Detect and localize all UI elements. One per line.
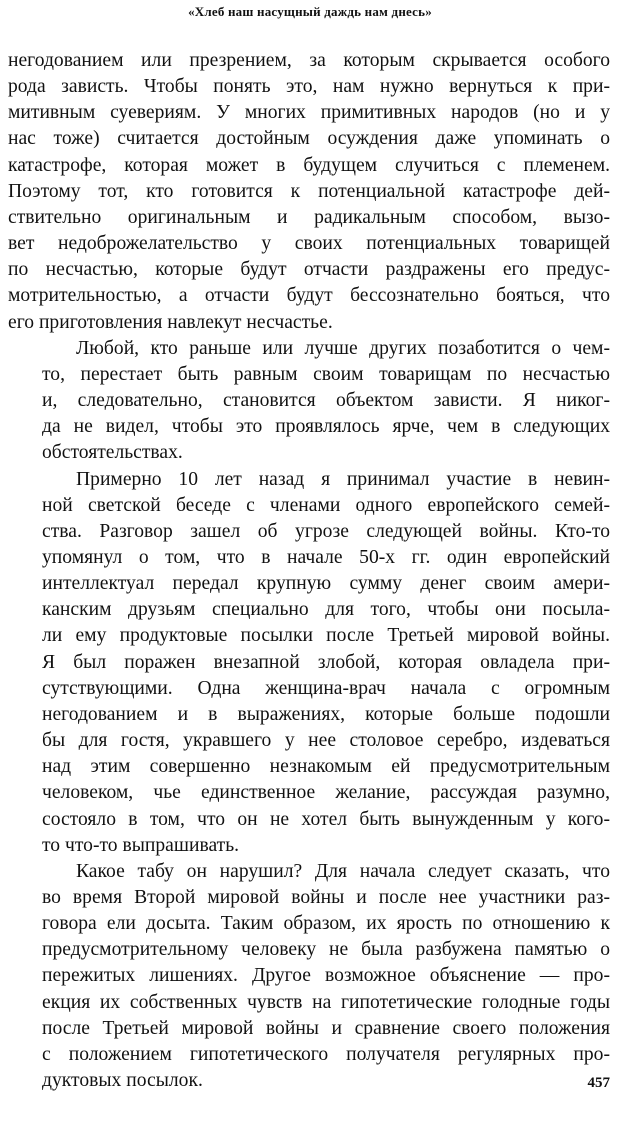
- paragraph: [8, 859, 610, 1094]
- text-line: пережитых лишениях. Другое возможное объяснение — про-: [42, 965, 610, 987]
- text-line: упомянул о том, что в начале 50-х гг. один европейский: [42, 546, 610, 568]
- text-line: нас тоже) считается достойным осуждения даже упоминать о: [8, 128, 610, 150]
- text-line: после Третьей мировой войны и сравнение своего положения: [42, 1017, 610, 1039]
- text-line: катастрофе, которая может в будущем случиться с племенем.: [8, 154, 610, 176]
- text-line: Поэтому тот, кто готовится к потенциальной катастрофе дей-: [8, 180, 610, 202]
- text-line: человеком, чье единственное желание, рассуждая разумно,: [42, 782, 610, 804]
- text-line: говора ели досыта. Таким образом, их ярость по отношению к: [42, 913, 610, 935]
- text-line: канским друзьям специально для того, чтобы они посыла-: [42, 599, 610, 621]
- text-line: дуктовых посылок.: [42, 1070, 203, 1092]
- paragraph: [8, 48, 610, 336]
- text-line: негодованием или презрением, за которым скрывается особого: [8, 50, 610, 71]
- text-line: вет недоброжелательство у своих потенциальных товарищей: [8, 233, 610, 255]
- text-line: и, следовательно, становится объектом зависти. Я никог-: [42, 390, 610, 412]
- running-head: «Хлеб наш насущный даждь нам днесь»: [188, 4, 432, 19]
- text-line: Какое табу он нарушил? Для начала следует сказать, что: [76, 860, 610, 882]
- text-line: Примерно 10 лет назад я принимал участие в невин-: [76, 468, 610, 490]
- text-line: предусмотрительному человеку не была разбужена памятью о: [42, 939, 610, 961]
- text-line: над этим совершенно незнакомым ей предусмотрительным: [42, 756, 610, 778]
- text-line: с положением гипотетического получателя регулярных про-: [42, 1043, 610, 1065]
- text-line: бы для гостя, укравшего у нее столовое серебро, издеваться: [42, 730, 610, 752]
- page-number: 457: [587, 1075, 610, 1091]
- text-line: то, перестает быть равным своим товарищам по несчастью: [42, 363, 610, 385]
- text-line: сутствующими. Одна женщина-врач начала с огромным: [42, 677, 610, 699]
- text-line: состояло в том, что он не хотел быть вынужденным у кого-: [42, 808, 610, 830]
- text-line: ства. Разговор зашел об угрозе следующей войны. Кто-то: [42, 520, 610, 542]
- text-line: да не видел, чтобы это проявлялось ярче, чем в следующих: [42, 416, 610, 438]
- text-line: негодованием и в выражениях, которые больше подошли: [42, 703, 610, 725]
- text-line: обстоятельствах.: [42, 442, 183, 464]
- text-line: екция их собственных чувств на гипотетические голодные годы: [42, 991, 610, 1013]
- text-line: во время Второй мировой войны и после нее участники раз-: [42, 887, 610, 908]
- paragraph: [8, 467, 610, 859]
- text-line: ствительно оригинальным и радикальным способом, вызо-: [8, 206, 610, 228]
- text-line: митивным суевериям. У многих примитивных народов (но и у: [8, 102, 610, 124]
- text-line: его приготовления навлекут несчастье.: [8, 311, 333, 333]
- text-line: ной светской беседе с членами одного европейского семей-: [42, 494, 610, 516]
- text-line: рода зависть. Чтобы понять это, нам нужно вернуться к при-: [8, 76, 610, 98]
- text-line: Я был поражен внезапной злобой, которая овладела при-: [42, 651, 610, 673]
- text-line: то что-то выпрашивать.: [42, 834, 240, 856]
- paragraph: [8, 336, 610, 467]
- body-text: [8, 48, 610, 1094]
- text-line: по несчастью, которые будут отчасти раздражены его предус-: [8, 259, 610, 281]
- text-line: ли ему продуктовые посылки после Третьей мировой войны.: [42, 625, 610, 647]
- text-line: интеллектуал передал крупную сумму денег своим амери-: [42, 573, 610, 595]
- text-line: Любой, кто раньше или лучше других позаботится о чем-: [76, 337, 610, 359]
- text-line: мотрительностью, а отчасти будут бессознательно бояться, что: [8, 285, 610, 307]
